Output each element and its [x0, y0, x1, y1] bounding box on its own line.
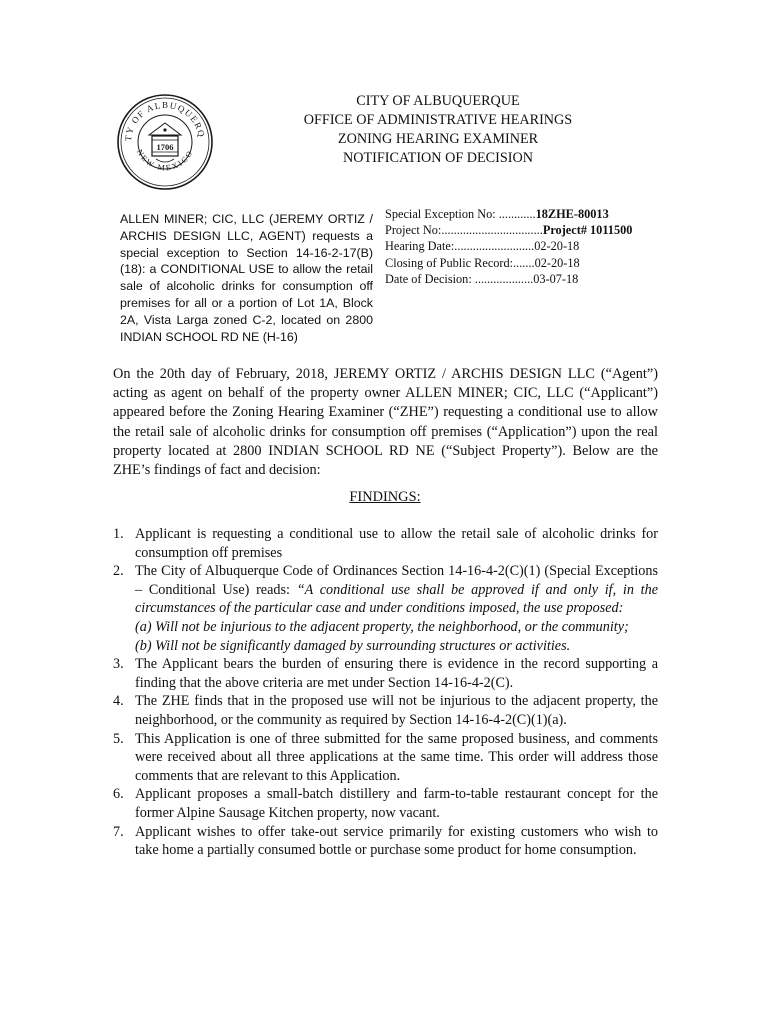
finding-text: Applicant proposes a small-batch distillery and farm-to-table restaurant concept for the former Alpine Sausage Kitchen property, now vacant. — [135, 786, 658, 821]
intro-paragraph: On the 20th day of February, 2018, JEREMY ORTIZ / ARCHIS DESIGN LLC (“Agent”) acting as agent on behalf of the property owner ALLEN MINER; CIC, LLC (“Applicant”) appeared before the Zoning Hearing Examiner (“ZHE”) requesting a conditional use to allow the retail sale of alcoholic drinks for consumption off premises (“Application”) upon the real property located at 2800 INDIAN SCHOOL RD NE (“Subject Property”). Below are the ZHE’s findings of fact and decision: — [113, 366, 658, 479]
header-city: CITY OF ALBUQUERQUE — [356, 93, 520, 109]
finding-number: 7. — [113, 823, 124, 840]
finding-text: The City of Albuquerque Code of Ordinances Section 14-16-4-2(C)(1) (Special Exceptions – Conditional Use) reads: — [135, 563, 658, 598]
special-exception-label: Special Exception No: ............ — [385, 207, 536, 221]
case-info-row — [385, 238, 645, 254]
finding-item — [113, 692, 658, 729]
hearing-date-label: Hearing Date:.......................... — [385, 239, 535, 254]
finding-number: 1. — [113, 526, 124, 542]
finding-number: 6. — [113, 786, 124, 803]
city-seal-icon — [116, 93, 214, 191]
project-no-value: Project# 1011500 — [542, 223, 633, 238]
finding-text: This Application is one of three submitted for the same proposed business, and comments were received about all three applications at the same time. This order will address those comments that are relevant to this Application. — [135, 730, 658, 784]
svg-text:CITY OF ALBUQUERQUE — [116, 93, 207, 142]
finding-text: Applicant wishes to offer take-out service primarily for existing customers who wish to take home a partially consumed bottle or purchase some product for home consumption. — [135, 823, 658, 859]
city-seal — [116, 93, 214, 191]
finding-item — [113, 785, 658, 822]
seal-bottom-text: NEW MEXICO — [135, 147, 195, 173]
finding-number: 2. — [113, 563, 124, 580]
finding-quote: “A conditional use shall be approved if and only if, in the circumstances of the particular case and under conditions imposed, the use proposed: — [135, 581, 658, 617]
finding-item — [113, 730, 658, 786]
case-info-row — [385, 206, 645, 222]
special-exception-value: 18ZHE-80013 — [535, 207, 609, 221]
findings-list — [113, 525, 658, 860]
hearing-date-value: 02-20-18 — [534, 239, 580, 254]
closing-record-value: 02-20-18 — [534, 255, 580, 270]
applicant-request-text: ALLEN MINER; CIC, LLC (JEREMY ORTIZ / ARCHIS DESIGN LLC, AGENT) requests a special exception to Section 14-16-2-17(B)(18): a CONDITIONAL USE to allow the retail sale of alcoholic drinks for consumption off premises for all or a portion of Lot 1A, Block 2A, Vista Larga zoned C-2, located on 2800 INDIAN SCHOOL RD NE (H-16) — [120, 212, 373, 344]
finding-sub-b: (b) Will not be significantly damaged by surrounding structures or activities. — [135, 637, 571, 654]
header-examiner: ZONING HEARING EXAMINER — [337, 131, 539, 147]
case-info-row — [385, 222, 645, 238]
case-info-row — [385, 255, 645, 271]
findings-heading: FINDINGS: — [349, 489, 421, 505]
decision-date-value: 03-07-18 — [533, 271, 579, 286]
finding-sub-a: (a) Will not be injurious to the adjacent property, the neighborhood, or the community; — [135, 618, 629, 635]
finding-number: 5. — [113, 730, 124, 747]
finding-item — [113, 823, 658, 860]
finding-item — [113, 655, 658, 692]
decision-date-label: Date of Decision: ................... — [385, 271, 534, 286]
finding-text: Applicant is requesting a conditional use to allow the retail sale of alcoholic drinks for consumption off premises — [135, 526, 658, 561]
finding-number: 4. — [113, 693, 124, 710]
seal-year: 1706 — [156, 142, 174, 152]
finding-item — [113, 562, 658, 655]
document-header — [280, 92, 596, 168]
finding-text: The ZHE finds that in the proposed use will not be injurious to the adjacent property, the neighborhood, or the community as required by Section 14-16-4-2(C)(1)(a). — [135, 693, 658, 728]
finding-number: 3. — [113, 656, 124, 673]
header-office: OFFICE OF ADMINISTRATIVE HEARINGS — [303, 112, 573, 128]
header-notification: NOTIFICATION OF DECISION — [343, 150, 533, 166]
case-info-row — [385, 271, 645, 287]
closing-record-label: Closing of Public Record:....... — [385, 255, 535, 270]
case-info — [385, 206, 645, 287]
finding-item — [113, 525, 658, 562]
finding-text: The Applicant bears the burden of ensuring there is evidence in the record supporting a finding that the above criteria are met under Section 14-16-4-2(C). — [135, 656, 658, 691]
seal-top-text: TY OF ALBUQUERQ — [122, 99, 207, 142]
project-no-label: Project No:................................. — [385, 223, 543, 238]
